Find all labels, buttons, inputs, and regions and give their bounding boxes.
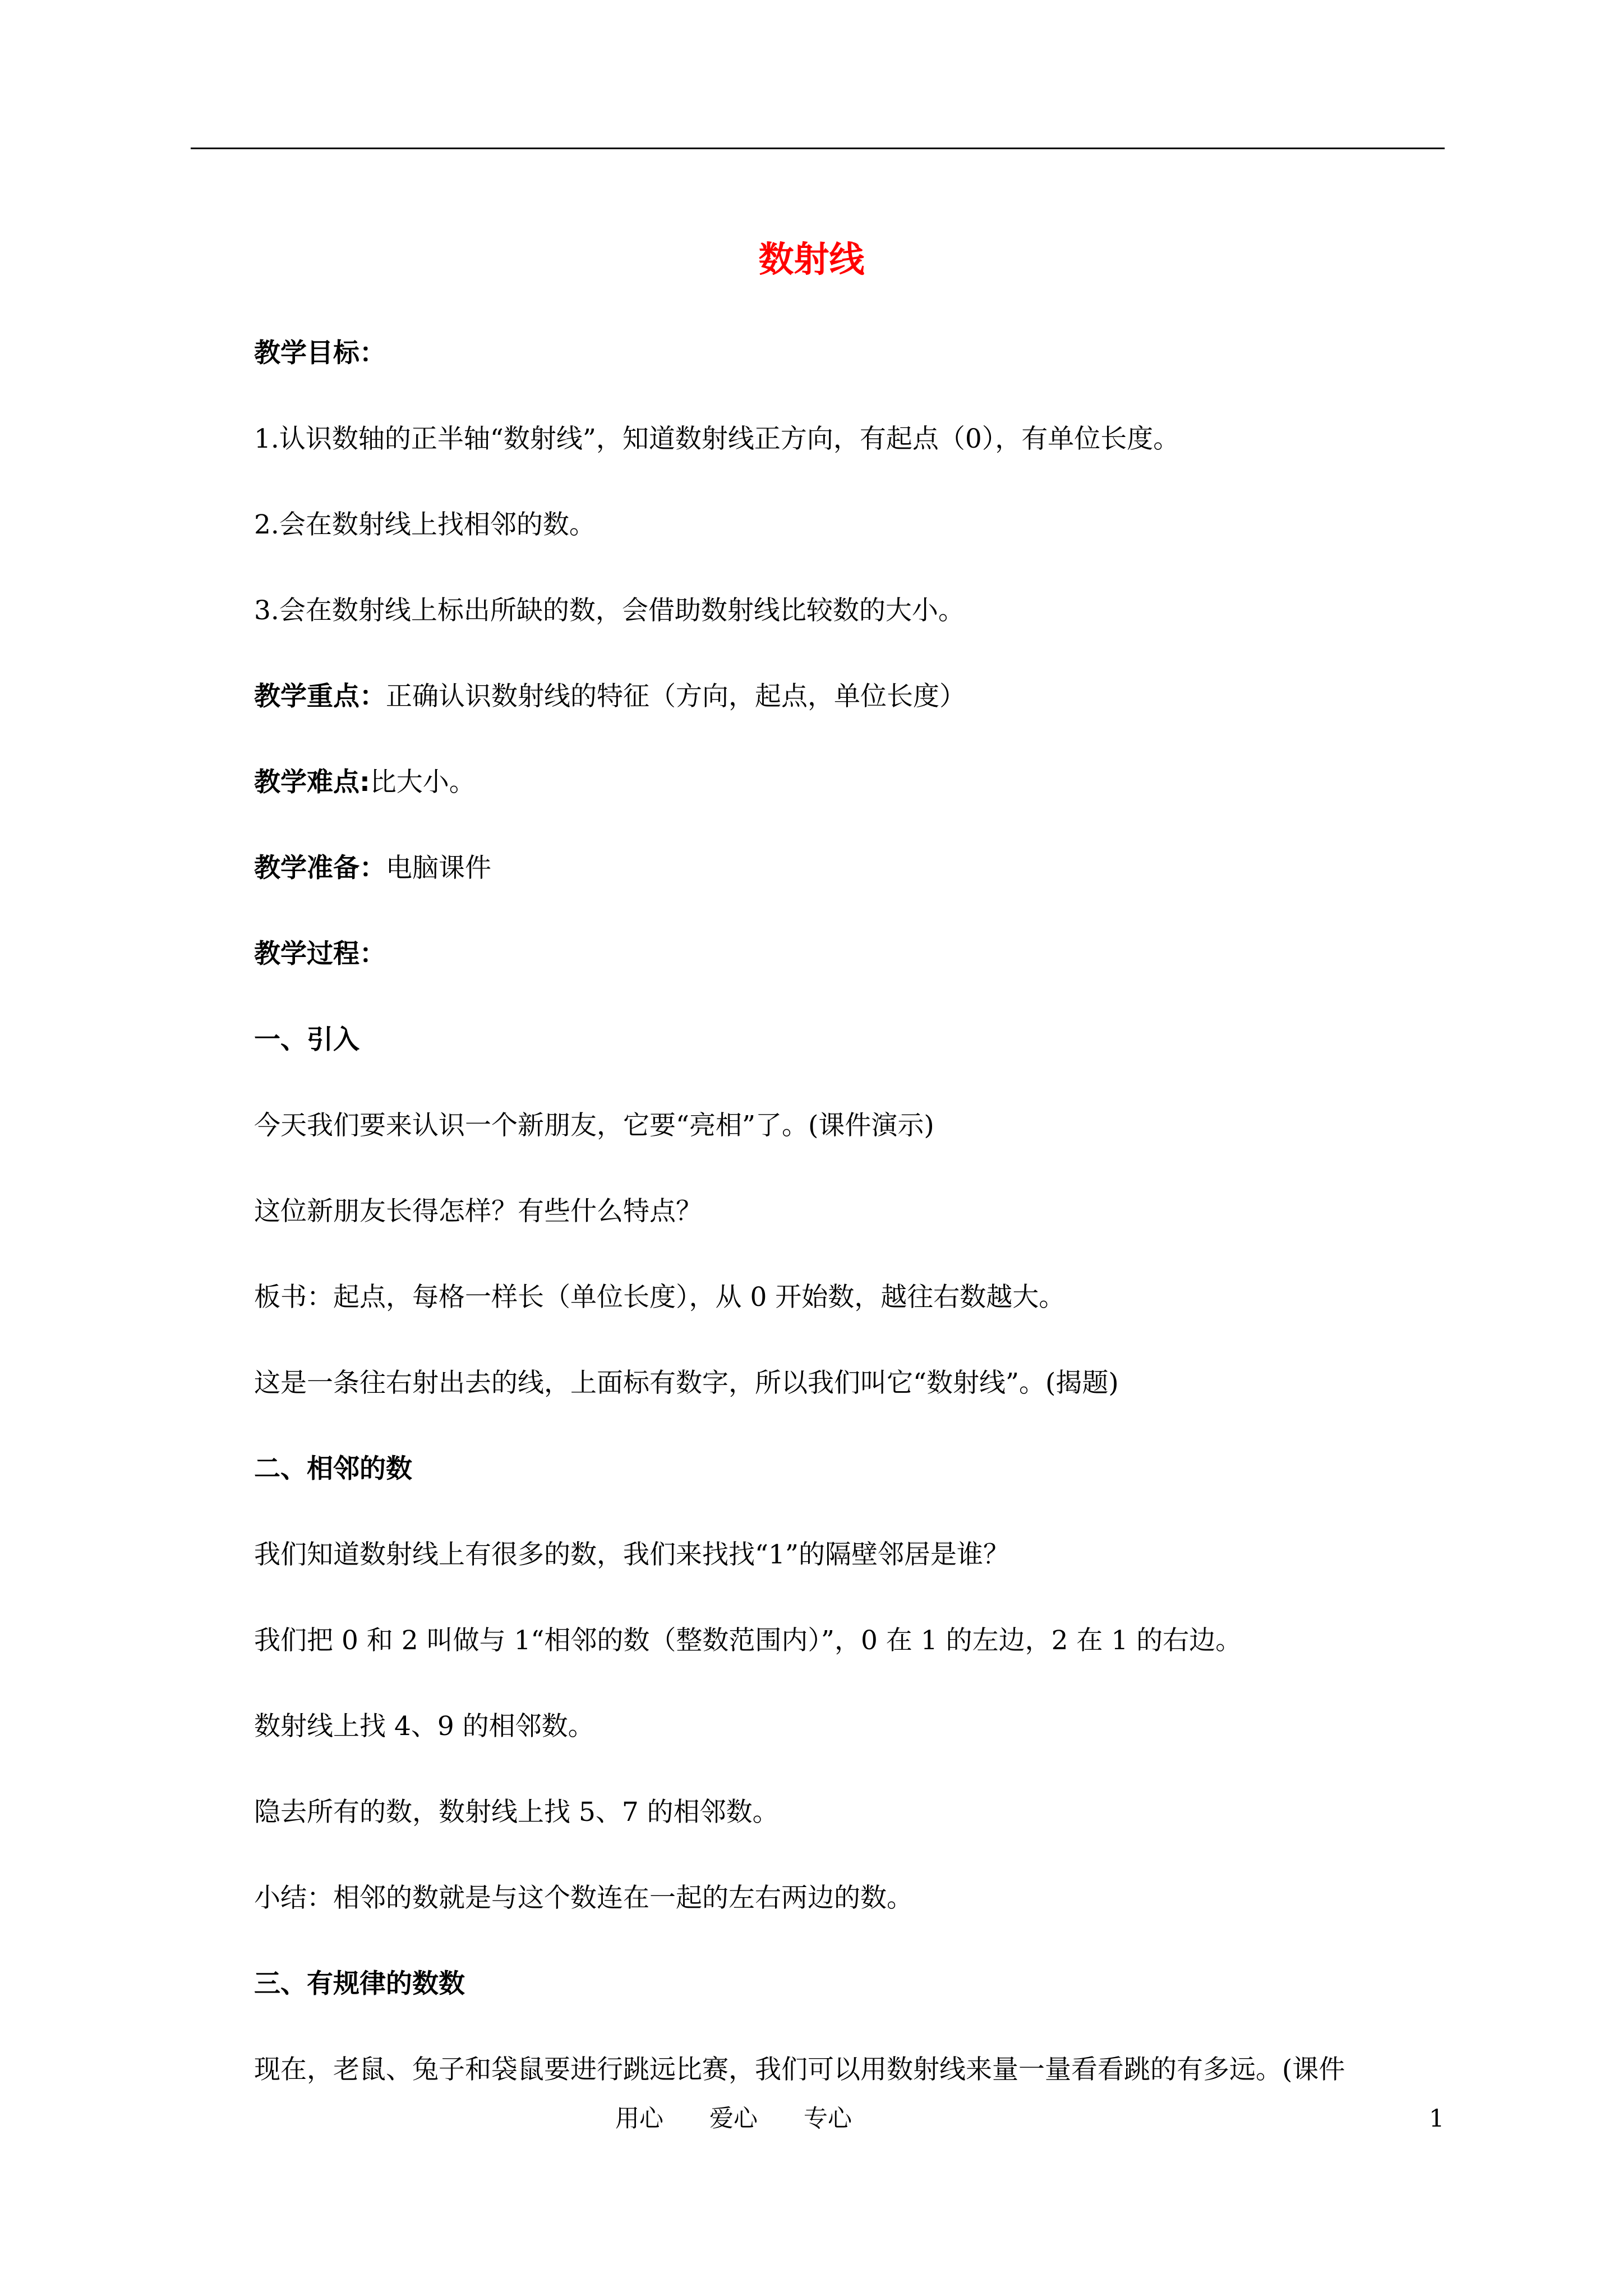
difficulty-label: 教学难点: <box>254 767 370 798</box>
part2-heading: 二、相邻的数 <box>254 1453 412 1484</box>
preparation-text: 电脑课件 <box>386 853 491 884</box>
part2-paragraph-4: 隐去所有的数，数射线上找 5、7 的相邻数。 <box>254 1797 779 1828</box>
difficulty-text: 比大小。 <box>370 767 476 798</box>
part2-paragraph-2: 我们把 0 和 2 叫做与 1“相邻的数（整数范围内）”，0 在 1 的左边，2 在 1 的右边。 <box>254 1625 1242 1656</box>
preparation <box>254 846 1454 932</box>
goal-item-1: 1.认识数轴的正半轴“数射线”，知道数射线正方向，有起点（0），有单位长度。 <box>254 424 1180 454</box>
part3-paragraph-1: 现在，老鼠、兔子和袋鼠要进行跳远比赛，我们可以用数射线来量一量看看跳的有多远。(课件 <box>254 2054 1345 2085</box>
footer-motto: 用心 爱心 专心 <box>615 2105 852 2133</box>
difficulty <box>254 760 1454 846</box>
part1-paragraph-2: 这位新朋友长得怎样？有些什么特点？ <box>254 1196 702 1227</box>
part3-heading: 三、有规律的数数 <box>254 1968 465 1999</box>
part1-paragraph-3: 板书：起点，每格一样长（单位长度），从 0 开始数，越往右数越大。 <box>254 1282 1066 1313</box>
part2-paragraph-5: 小结：相邻的数就是与这个数连在一起的左右两边的数。 <box>254 1883 913 1913</box>
part1-paragraph-4: 这是一条往右射出去的线，上面标有数字，所以我们叫它“数射线”。(揭题) <box>254 1368 1119 1398</box>
key-point <box>254 674 1454 760</box>
process-heading: 教学过程： <box>254 938 386 969</box>
goals-heading: 教学目标： <box>254 338 386 369</box>
document-title: 数射线 <box>758 239 865 280</box>
header-rule <box>191 148 1445 149</box>
part2-paragraph-3: 数射线上找 4、9 的相邻数。 <box>254 1711 594 1742</box>
page-number: 1 <box>1429 2105 1445 2133</box>
goal-item-2: 2.会在数射线上找相邻的数。 <box>254 509 596 540</box>
part1-paragraph-1: 今天我们要来认识一个新朋友，它要“亮相”了。(课件演示) <box>254 1110 934 1141</box>
page-footer <box>0 2099 1623 2138</box>
goal-item-3: 3.会在数射线上标出所缺的数，会借助数射线比较数的大小。 <box>254 595 965 626</box>
key-point-text: 正确认识数射线的特征（方向，起点，单位长度） <box>386 681 966 712</box>
document-body <box>254 331 1454 2133</box>
preparation-label: 教学准备： <box>254 853 386 884</box>
key-point-label: 教学重点： <box>254 681 386 712</box>
part1-heading: 一、引入 <box>254 1024 359 1055</box>
part2-paragraph-1: 我们知道数射线上有很多的数，我们来找找“1”的隔壁邻居是谁？ <box>254 1539 1009 1570</box>
